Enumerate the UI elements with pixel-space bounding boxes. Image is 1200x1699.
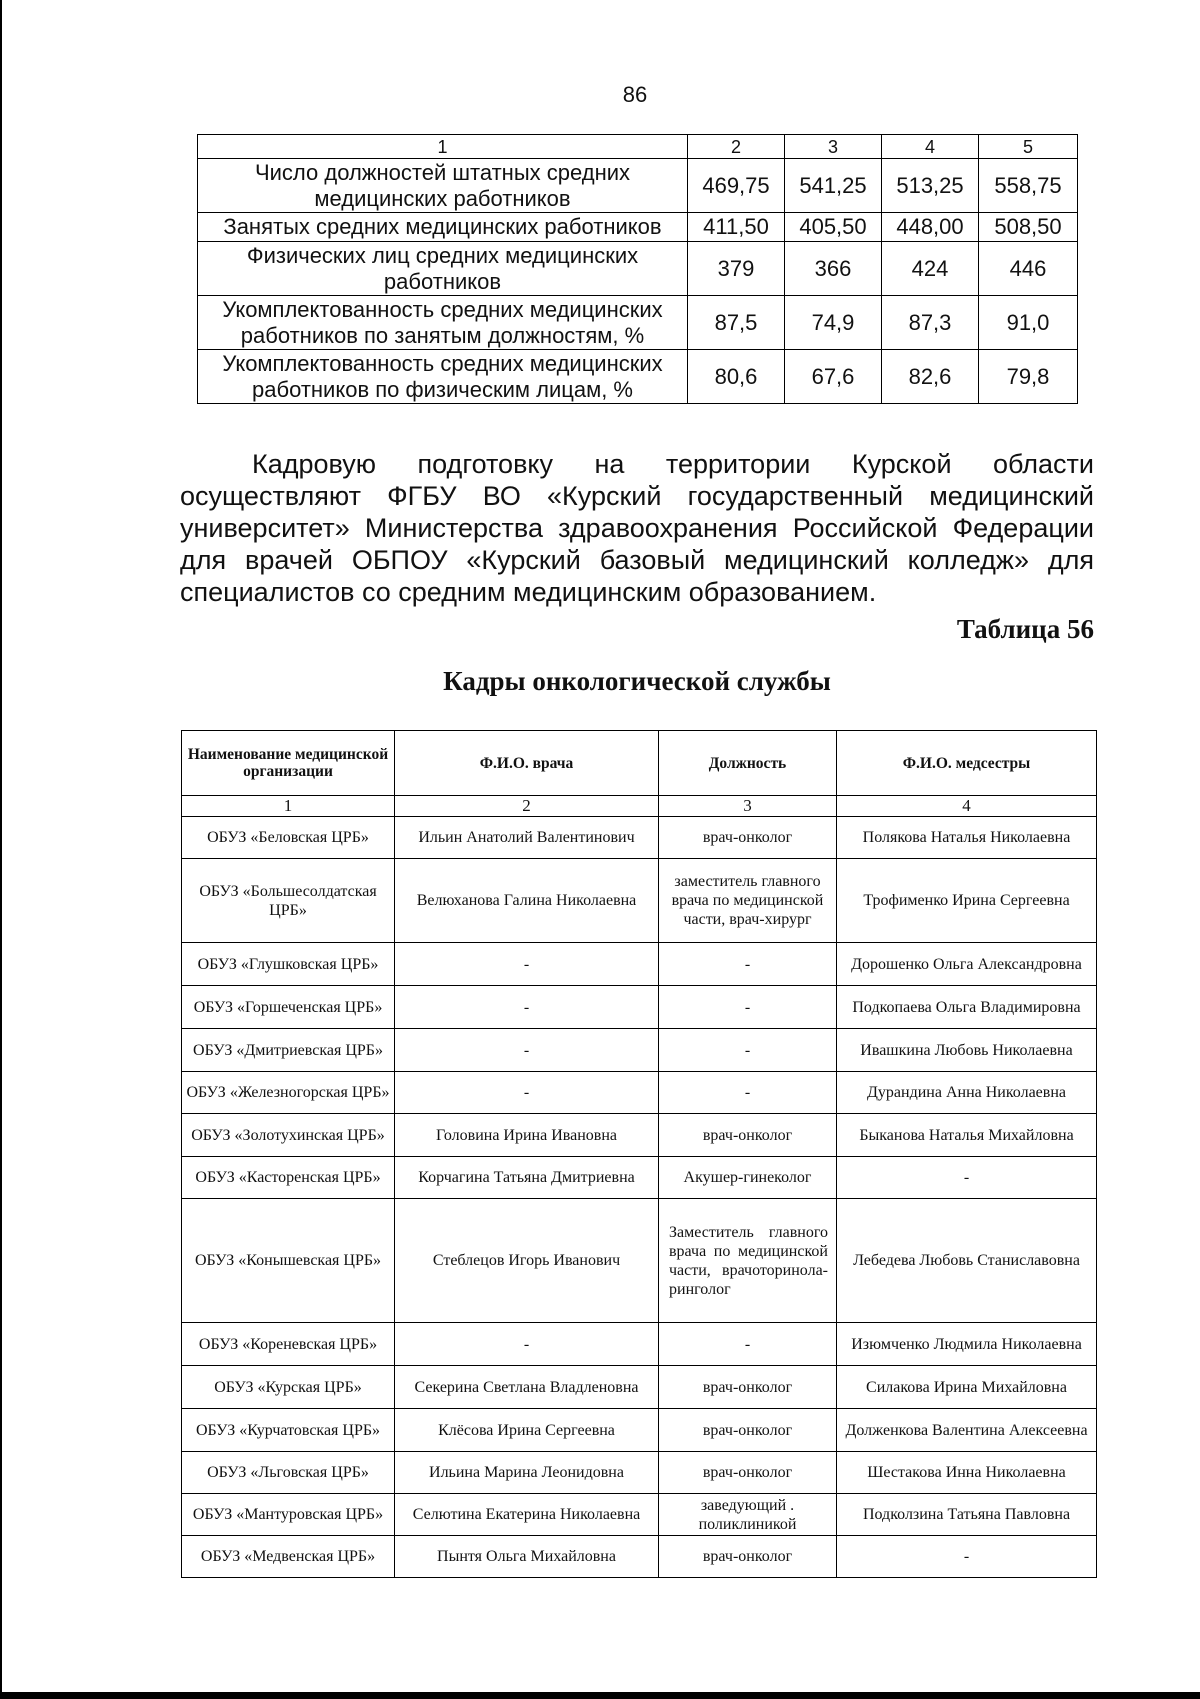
staffing-value: 446 (979, 242, 1078, 296)
position: врач-онколог (659, 1366, 837, 1409)
org-name: ОБУЗ «Глушковская ЦРБ» (182, 943, 395, 986)
table-row (182, 1323, 1097, 1366)
org-name: ОБУЗ «Льговская ЦРБ» (182, 1452, 395, 1494)
position: врач-онколог (659, 1536, 837, 1578)
staffing-value: 80,6 (688, 350, 785, 404)
staffing-value: 379 (688, 242, 785, 296)
column-number: 3 (659, 796, 837, 817)
staffing-table (197, 134, 1078, 404)
staffing-row-label: Число должностей штатных средних медицинских работников (198, 159, 688, 213)
staffing-value: 74,9 (785, 296, 882, 350)
position: врач-онколог (659, 1452, 837, 1494)
org-name: ОБУЗ «Большесолдатская ЦРБ» (182, 859, 395, 943)
doctor-name: Стеблецов Игорь Иванович (395, 1199, 659, 1323)
staffing-value: 366 (785, 242, 882, 296)
position: - (659, 1072, 837, 1114)
position: заместитель главного врача по медицинской части, врач-хирург (659, 859, 837, 943)
nurse-name: - (837, 1536, 1097, 1578)
staffing-value: 508,50 (979, 213, 1078, 242)
nurse-name: Шестакова Инна Николаевна (837, 1452, 1097, 1494)
org-name: ОБУЗ «Мантуровская ЦРБ» (182, 1494, 395, 1536)
staffing-value: 513,25 (882, 159, 979, 213)
nurse-name: Лебедева Любовь Станиславовна (837, 1199, 1097, 1323)
staffing-header-cell: 1 (198, 135, 688, 159)
doctor-name: Ильин Анатолий Валентинович (395, 817, 659, 859)
table-row (182, 1366, 1097, 1409)
staffing-header-cell: 3 (785, 135, 882, 159)
nurse-name: Подкопаева Ольга Владимировна (837, 986, 1097, 1029)
org-name: ОБУЗ «Касторенская ЦРБ» (182, 1157, 395, 1199)
scan-edge-left (0, 0, 2, 1699)
staffing-header-cell: 2 (688, 135, 785, 159)
table-row (182, 817, 1097, 859)
staffing-value: 67,6 (785, 350, 882, 404)
nurse-name: Силакова Ирина Михайловна (837, 1366, 1097, 1409)
doctor-name: Селютина Екатерина Николаевна (395, 1494, 659, 1536)
column-header: Ф.И.О. врача (395, 731, 659, 796)
staffing-value: 405,50 (785, 213, 882, 242)
doctor-name: - (395, 1323, 659, 1366)
column-number: 2 (395, 796, 659, 817)
org-name: ОБУЗ «Курская ЦРБ» (182, 1366, 395, 1409)
doctor-name: - (395, 1029, 659, 1072)
nurse-name: Долженкова Валентина Алексеевна (837, 1409, 1097, 1452)
position: врач-онколог (659, 1409, 837, 1452)
staffing-row (198, 296, 1078, 350)
position: - (659, 943, 837, 986)
column-header: Должность (659, 731, 837, 796)
staffing-value: 91,0 (979, 296, 1078, 350)
nurse-name: Дорошенко Ольга Александровна (837, 943, 1097, 986)
org-name: ОБУЗ «Беловская ЦРБ» (182, 817, 395, 859)
body-paragraph: Кадровую подготовку на территории Курской области осуществляют ФГБУ ВО «Курский государственный медицинский университет» Министерства здравоохранения Российской Федерации для врачей ОБПОУ «Курский базовый медицинский колледж» для специалистов со средним медицинским образованием. (180, 449, 1094, 607)
nurse-name: Быканова Наталья Михайловна (837, 1114, 1097, 1157)
nurse-name: Ивашкина Любовь Николаевна (837, 1029, 1097, 1072)
staffing-header-cell: 5 (979, 135, 1078, 159)
oncology-staff-table (181, 730, 1097, 1578)
doctor-name: Велюханова Галина Николаевна (395, 859, 659, 943)
doctor-name: Секерина Светлана Владленовна (395, 1366, 659, 1409)
nurse-name: Изюмченко Людмила Николаевна (837, 1323, 1097, 1366)
staffing-row-label: Занятых средних медицинских работников (198, 213, 688, 242)
staffing-row (198, 350, 1078, 404)
table-row (182, 986, 1097, 1029)
table-row (182, 859, 1097, 943)
staffing-row (198, 242, 1078, 296)
table-title: Кадры онкологической службы (443, 666, 831, 696)
staffing-value: 79,8 (979, 350, 1078, 404)
table-row (182, 1409, 1097, 1452)
doctor-name: Ильина Марина Леонидовна (395, 1452, 659, 1494)
oncology-header-row (182, 731, 1097, 796)
nurse-name: Подколзина Татьяна Павловна (837, 1494, 1097, 1536)
nurse-name: Полякова Наталья Николаевна (837, 817, 1097, 859)
table-row (182, 1157, 1097, 1199)
staffing-header-row (198, 135, 1078, 159)
position: Акушер-гинеколог (659, 1157, 837, 1199)
org-name: ОБУЗ «Дмитриевская ЦРБ» (182, 1029, 395, 1072)
scan-edge-bottom (0, 1692, 1200, 1699)
column-number: 1 (182, 796, 395, 817)
nurse-name: Дурандина Анна Николаевна (837, 1072, 1097, 1114)
staffing-value: 87,5 (688, 296, 785, 350)
position: - (659, 1029, 837, 1072)
table-row (182, 1536, 1097, 1578)
doctor-name: - (395, 1072, 659, 1114)
position: - (659, 1323, 837, 1366)
org-name: ОБУЗ «Медвенская ЦРБ» (182, 1536, 395, 1578)
staffing-value: 448,00 (882, 213, 979, 242)
column-header: Ф.И.О. медсестры (837, 731, 1097, 796)
column-header: Наименование медицинской организации (182, 731, 395, 796)
table-row (182, 1199, 1097, 1323)
doctor-name: - (395, 943, 659, 986)
staffing-row (198, 159, 1078, 213)
staffing-value: 424 (882, 242, 979, 296)
org-name: ОБУЗ «Кореневская ЦРБ» (182, 1323, 395, 1366)
column-number-row (182, 796, 1097, 817)
nurse-name: Трофименко Ирина Сергеевна (837, 859, 1097, 943)
page-number: 86 (622, 82, 648, 107)
column-number: 4 (837, 796, 1097, 817)
table-row (182, 1452, 1097, 1494)
position: Заместитель главного врача по медицинской части, врачоторинола-ринголог (659, 1199, 837, 1323)
doctor-name: - (395, 986, 659, 1029)
table-row (182, 1114, 1097, 1157)
staffing-value: 469,75 (688, 159, 785, 213)
doctor-name: Клёсова Ирина Сергеевна (395, 1409, 659, 1452)
table-number: Таблица 56 (956, 614, 1094, 644)
table-row (182, 1494, 1097, 1536)
staffing-row (198, 213, 1078, 242)
org-name: ОБУЗ «Железногорская ЦРБ» (182, 1072, 395, 1114)
staffing-value: 558,75 (979, 159, 1078, 213)
doctor-name: Пынтя Ольга Михайловна (395, 1536, 659, 1578)
doctor-name: Корчагина Татьяна Дмитриевна (395, 1157, 659, 1199)
staffing-value: 541,25 (785, 159, 882, 213)
position: - (659, 986, 837, 1029)
staffing-row-label: Укомплектованность средних медицинских работников по занятым должностям, % (198, 296, 688, 350)
staffing-value: 411,50 (688, 213, 785, 242)
nurse-name: - (837, 1157, 1097, 1199)
org-name: ОБУЗ «Курчатовская ЦРБ» (182, 1409, 395, 1452)
position: заведующий . поликлиникой (659, 1494, 837, 1536)
org-name: ОБУЗ «Горшеченская ЦРБ» (182, 986, 395, 1029)
table-row (182, 1029, 1097, 1072)
table-row (182, 1072, 1097, 1114)
org-name: ОБУЗ «Золотухинская ЦРБ» (182, 1114, 395, 1157)
position: врач-онколог (659, 817, 837, 859)
staffing-value: 82,6 (882, 350, 979, 404)
staffing-row-label: Укомплектованность средних медицинских работников по физическим лицам, % (198, 350, 688, 404)
doctor-name: Головина Ирина Ивановна (395, 1114, 659, 1157)
position: врач-онколог (659, 1114, 837, 1157)
staffing-row-label: Физических лиц средних медицинских работников (198, 242, 688, 296)
org-name: ОБУЗ «Конышевская ЦРБ» (182, 1199, 395, 1323)
staffing-value: 87,3 (882, 296, 979, 350)
table-row (182, 943, 1097, 986)
staffing-header-cell: 4 (882, 135, 979, 159)
